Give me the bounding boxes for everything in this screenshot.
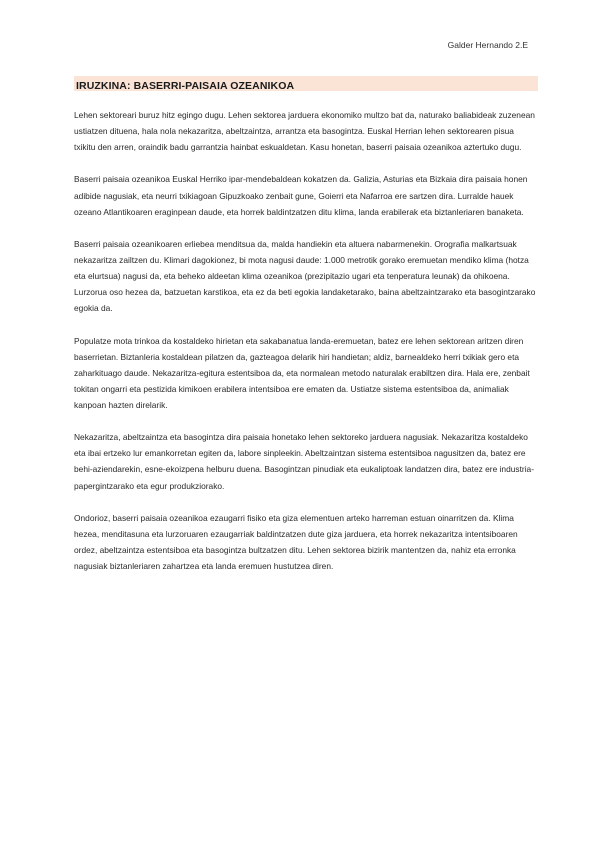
document-title: IRUZKINA: BASERRI-PAISAIA OZEANIKOA: [76, 80, 295, 92]
paragraph-activities: Nekazaritza, abeltzaintza eta basogintza dira paisaia honetako lehen sektoreko jarduera nagusiak. Nekazaritza kostaldeko eta ibai ertzeko lur emankorretan egiten da, labore sinpleekin. Abeltzaintzan sistema estentsiboa nagusitzen da, batez ere behi-aziendarekin, esne-ekoizpena helburu duena. Basogintzan pinudiak eta eukaliptoak landatzen dira, batez ere industria-papergintzarako eta egur produkziorako.: [74, 432, 535, 491]
paragraph-conclusion: Ondorioz, baserri paisaia ozeanikoa ezaugarri fisiko eta giza elementuen arteko harreman estuan oinarritzen da. Klima hezea, menditasuna eta lurzoruaren ezaugarriak baldintzatzen dute giza jarduera, eta horrek nekazaritza intentsiboaren ordez, abeltzaintza estentsiboa eta basogintza bultzatzen ditu. Lehen sektorea bizirik mantentzen da, nahiz eta erronka nagusiak biztanleriaren zahartzea eta landa eremuen hustutzea diren.: [74, 512, 518, 572]
author-header: Galder Hernando 2.E: [447, 40, 528, 50]
paragraph-intro: Lehen sektoreari buruz hitz egingo dugu. Lehen sektorea jarduera ekonomiko multzo bat da, naturako baliabideak zuzenean ustiatzen dituena, hala nola nekazaritza, abeltzaintza, arrantza eta basogintza. Euskal Herrian lehen sektorearen pisua txikitu den arren, oraindik badu garrantzia hainbat eskualdetan. Kasu honetan, baserri paisaia ozeanikoa aztertuko dugu.: [74, 110, 535, 153]
paragraph-relief-climate: Baserri paisaia ozeanikoaren erliebea menditsua da, malda handiekin eta altuera nabarmenekin. Orografia malkartsuak nekazaritza zailtzen du. Klimari dagokionez, bi mota nagusi daude: 1.000 metrotik gorako eremuetan mendiko klima (hotza eta elurtsua) nagusi da, eta beheko aldeetan klima ozeanikoa (prezipitazio ugari eta tenperatura leunak) da ohikoena. Lurzorua oso hezea da, batzuetan karstikoa, eta ez da beti egokia landaketarako, baina abeltzaintzarako eta basogintzarako egokia da.: [74, 238, 536, 314]
title-banner: [74, 76, 538, 91]
document-body: [74, 107, 536, 590]
paragraph-location: Baserri paisaia ozeanikoa Euskal Herriko ipar-mendebaldean kokatzen da. Galizia, Asturias eta Bizkaia dira paisaia honen adibide nagusiak, eta neurri txikiagoan Gipuzkoako zenbait gune, Goierri eta Nafarroa ere sartzen dira. Lurralde hauek ozeano Atlantikoaren eraginpean daude, eta horrek baldintzatzen ditu klima, landa erabilerak eta biztanleriaren banaketa.: [74, 174, 528, 217]
paragraph-population: Populatze mota trinkoa da kostaldeko hirietan eta sakabanatua landa-eremuetan, batez ere lehen sektorean aritzen diren baserrietan. Biztanleria kostaldean pilatzen da, gazteagoa delarik hiri handietan; aldiz, barnealdeko herri txikiak gero eta zaharkituago daude. Nekazaritza-egitura estentsiboa da, eta normalean metodo naturalak erabiltzen dira. Hala ere, zenbait tokitan ongarri eta pestizida kimikoen erabilera intentsiboa ere ematen da. Ustiatze sistema estentsiboa da, animaliak kanpoan hazten direlarik.: [74, 335, 530, 410]
